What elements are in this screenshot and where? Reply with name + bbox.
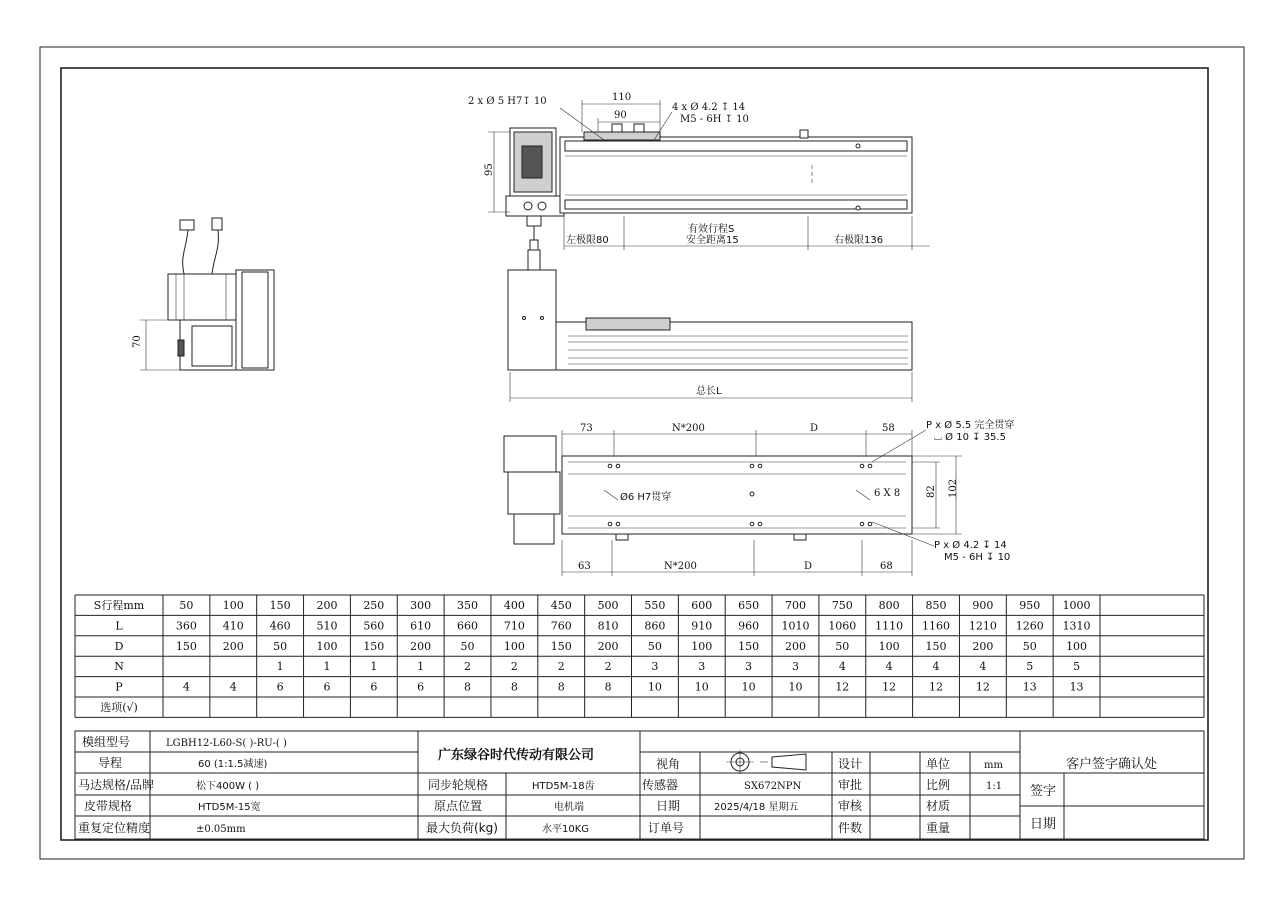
spec-cell: 600	[691, 599, 713, 612]
spec-cell: 500	[597, 599, 619, 612]
spec-row-label: S行程mm	[93, 599, 145, 612]
spec-cell: 850	[925, 599, 947, 612]
check-label: 审核	[838, 799, 863, 813]
spec-cell: 8	[604, 680, 612, 694]
spec-cell: 4	[932, 660, 940, 674]
dim-82: 82	[926, 485, 937, 498]
spec-cell: 50	[273, 639, 288, 653]
spec-cell: 150	[738, 639, 760, 653]
spec-cell: 150	[550, 639, 572, 653]
spec-cell: 2	[464, 660, 472, 674]
end-view	[132, 218, 274, 370]
spec-cell: 5	[1026, 660, 1034, 674]
spec-cell: 700	[784, 599, 806, 612]
projection-symbol-icon	[726, 750, 806, 774]
view-label: 视角	[656, 757, 681, 771]
spec-cell: 710	[503, 619, 525, 633]
spec-cell: 4	[838, 660, 846, 674]
dim-70: 70	[132, 335, 143, 348]
top-view	[468, 92, 930, 252]
motor-value: 松下400W ( )	[196, 781, 260, 792]
spec-cell: 12	[835, 680, 850, 694]
p-hole-b: ⌴ Ø 10 ↧ 35.5	[934, 432, 1006, 443]
dim-110: 110	[612, 92, 632, 103]
hole-note-2b: M5 - 6H ↧ 10	[680, 114, 749, 125]
right-limit: 右极限136	[834, 235, 884, 246]
spec-cell: 150	[175, 639, 197, 653]
origin-value: 电机端	[554, 802, 584, 813]
spec-cell: 6	[323, 680, 331, 694]
title-block	[75, 731, 1204, 839]
material-label: 材质	[926, 799, 951, 813]
dim-63: 63	[578, 561, 591, 572]
spec-cell: 100	[1066, 639, 1088, 653]
dim-90: 90	[614, 110, 627, 121]
spec-cell: 660	[457, 619, 479, 633]
load-label: 最大负荷(kg)	[426, 821, 498, 835]
left-limit: 左极限80	[566, 235, 609, 246]
date2-label: 日期	[1030, 817, 1057, 832]
weight-label: 重量	[926, 821, 951, 835]
spec-cell: 8	[464, 680, 472, 694]
spec-cell: 1	[276, 660, 284, 674]
dim-95: 95	[484, 163, 495, 176]
safety-distance: 安全距离15	[686, 235, 739, 246]
pin-hole-note: Ø6 H7贯穿	[620, 492, 672, 503]
spec-cell: 3	[698, 660, 706, 674]
spec-cell: 50	[1022, 639, 1037, 653]
unit-label: 单位	[926, 757, 951, 771]
side-view	[508, 250, 912, 402]
spec-cell: 510	[316, 619, 338, 633]
spec-cell: 650	[738, 599, 760, 612]
spec-cell: 960	[738, 619, 760, 633]
spec-cell: 2	[604, 660, 612, 674]
spec-cell: 150	[925, 639, 947, 653]
lead-label: 导程	[98, 756, 123, 770]
bottom-view	[504, 418, 1014, 576]
scale-value: 1:1	[986, 781, 1003, 792]
spec-cell: 12	[929, 680, 944, 694]
spec-row-label: P	[115, 680, 123, 694]
spec-cell: 2	[510, 660, 518, 674]
date-value: 2025/4/18 星期五	[714, 802, 799, 813]
spec-cell: 4	[979, 660, 987, 674]
spec-cell: 1	[323, 660, 331, 674]
spec-cell: 250	[363, 599, 385, 612]
dim-58: 58	[882, 423, 895, 434]
stroke-label: 有效行程S	[688, 224, 735, 235]
lead-value: 60 (1:1.5减速)	[198, 759, 268, 770]
spec-cell: 1060	[828, 619, 857, 633]
spec-cell: 800	[878, 599, 900, 612]
repeat-value: ±0.05mm	[196, 824, 246, 835]
spec-cell: 610	[410, 619, 432, 633]
pulley-label: 同步轮规格	[428, 778, 489, 792]
order-label: 订单号	[648, 821, 685, 835]
spec-cell: 3	[745, 660, 753, 674]
n200-top: N*200	[672, 423, 705, 434]
p-hole-a: P x Ø 5.5 完全贯穿	[926, 420, 1015, 431]
spec-row-label: 选项(√)	[100, 701, 138, 714]
spec-cell: 4	[229, 680, 237, 694]
spec-cell: 1010	[781, 619, 810, 633]
spec-cell: 100	[222, 599, 244, 612]
spec-cell: 100	[316, 639, 338, 653]
spec-row-label: D	[114, 639, 124, 653]
spec-cell: 50	[460, 639, 475, 653]
spec-cell: 860	[644, 619, 666, 633]
unit-value: mm	[984, 760, 1003, 771]
spec-cell: 8	[510, 680, 518, 694]
p-hole-d: M5 - 6H ↧ 10	[944, 552, 1011, 563]
spec-cell: 760	[550, 619, 572, 633]
spec-cell: 6	[417, 680, 425, 694]
spec-cell: 3	[651, 660, 659, 674]
spec-cell: 3	[791, 660, 799, 674]
load-value: 水平10KG	[542, 824, 590, 835]
spec-cell: 410	[222, 619, 244, 633]
n200-bot: N*200	[664, 561, 697, 572]
spec-cell: 1260	[1015, 619, 1044, 633]
hole-note-1: 2 x Ø 5 H7↧ 10	[468, 96, 547, 107]
sign-label: 签字	[1030, 784, 1057, 799]
total-length: 总长L	[696, 386, 722, 397]
spec-cell: 200	[222, 639, 244, 653]
customer-title: 客户签字确认处	[1066, 757, 1158, 772]
belt-value: HTD5M-15宽	[198, 802, 261, 813]
spec-cell: 450	[550, 599, 572, 612]
spec-cell: 5	[1073, 660, 1081, 674]
spec-cell: 6	[370, 680, 378, 694]
spec-cell: 550	[644, 599, 666, 612]
date-label: 日期	[656, 799, 681, 813]
spec-table	[75, 595, 1204, 717]
spec-cell: 13	[1069, 680, 1084, 694]
model-label: 模组型号	[82, 735, 131, 749]
dim-102: 102	[948, 478, 959, 498]
spec-cell: 200	[597, 639, 619, 653]
dim-73: 73	[580, 423, 593, 434]
spec-cell: 350	[457, 599, 479, 612]
spec-cell: 560	[363, 619, 385, 633]
spec-cell: 10	[647, 680, 662, 694]
spec-cell: 750	[831, 599, 853, 612]
spec-row-label: N	[114, 660, 124, 674]
spec-cell: 810	[597, 619, 619, 633]
spec-row-label: L	[115, 619, 123, 633]
spec-cell: 50	[647, 639, 662, 653]
hole-note-2a: 4 x Ø 4.2 ↧ 14	[672, 102, 746, 113]
dim-68: 68	[880, 561, 893, 572]
spec-cell: 200	[784, 639, 806, 653]
spec-cell: 1	[417, 660, 425, 674]
spec-cell: 4	[182, 680, 190, 694]
spec-cell: 8	[557, 680, 565, 694]
spec-cell: 150	[363, 639, 385, 653]
motor-label: 马达规格/品牌	[78, 778, 155, 792]
spec-cell: 12	[975, 680, 990, 694]
spec-cell: 100	[878, 639, 900, 653]
spec-cell: 200	[316, 599, 338, 612]
repeat-label: 重复定位精度	[78, 821, 151, 835]
spec-cell: 2	[557, 660, 565, 674]
model-value: LGBH12-L60-S( )-RU-( )	[166, 738, 287, 749]
spec-cell: 460	[269, 619, 291, 633]
spec-cell: 1310	[1062, 619, 1091, 633]
spec-cell: 900	[972, 599, 994, 612]
origin-label: 原点位置	[434, 799, 483, 813]
design-label: 设计	[838, 757, 863, 771]
spec-cell: 100	[503, 639, 525, 653]
spec-cell: 12	[882, 680, 897, 694]
sensor-label: 传感器	[642, 778, 679, 792]
spec-cell: 1210	[968, 619, 997, 633]
spec-cell: 1	[370, 660, 378, 674]
spec-cell: 950	[1019, 599, 1041, 612]
count-label: 件数	[838, 821, 863, 835]
spec-cell: 1000	[1062, 599, 1091, 612]
d-bot: D	[804, 561, 813, 572]
spec-cell: 200	[410, 639, 432, 653]
spec-cell: 300	[410, 599, 432, 612]
spec-cell: 200	[972, 639, 994, 653]
spec-cell: 360	[175, 619, 197, 633]
spec-cell: 10	[694, 680, 709, 694]
spec-cell: 50	[835, 639, 850, 653]
spec-cell: 400	[503, 599, 525, 612]
sensor-value: SX672NPN	[744, 781, 802, 792]
belt-label: 皮带规格	[84, 799, 133, 813]
spec-cell: 100	[691, 639, 713, 653]
spec-cell: 4	[885, 660, 893, 674]
spec-cell: 13	[1022, 680, 1037, 694]
d-top: D	[810, 423, 819, 434]
six-x8: 6 X 8	[874, 488, 901, 499]
spec-cell: 10	[788, 680, 803, 694]
spec-cell: 1110	[875, 619, 904, 633]
spec-cell: 10	[741, 680, 756, 694]
spec-cell: 910	[691, 619, 713, 633]
company-name: 广东绿谷时代传动有限公司	[438, 748, 595, 763]
spec-cell: 150	[269, 599, 291, 612]
spec-cell: 50	[179, 599, 194, 612]
spec-cell: 6	[276, 680, 284, 694]
p-hole-c: P x Ø 4.2 ↧ 14	[934, 540, 1007, 551]
spec-cell: 1160	[922, 619, 951, 633]
review-label: 审批	[838, 778, 863, 792]
scale-label: 比例	[926, 778, 951, 792]
pulley-value: HTD5M-18齿	[532, 781, 595, 792]
